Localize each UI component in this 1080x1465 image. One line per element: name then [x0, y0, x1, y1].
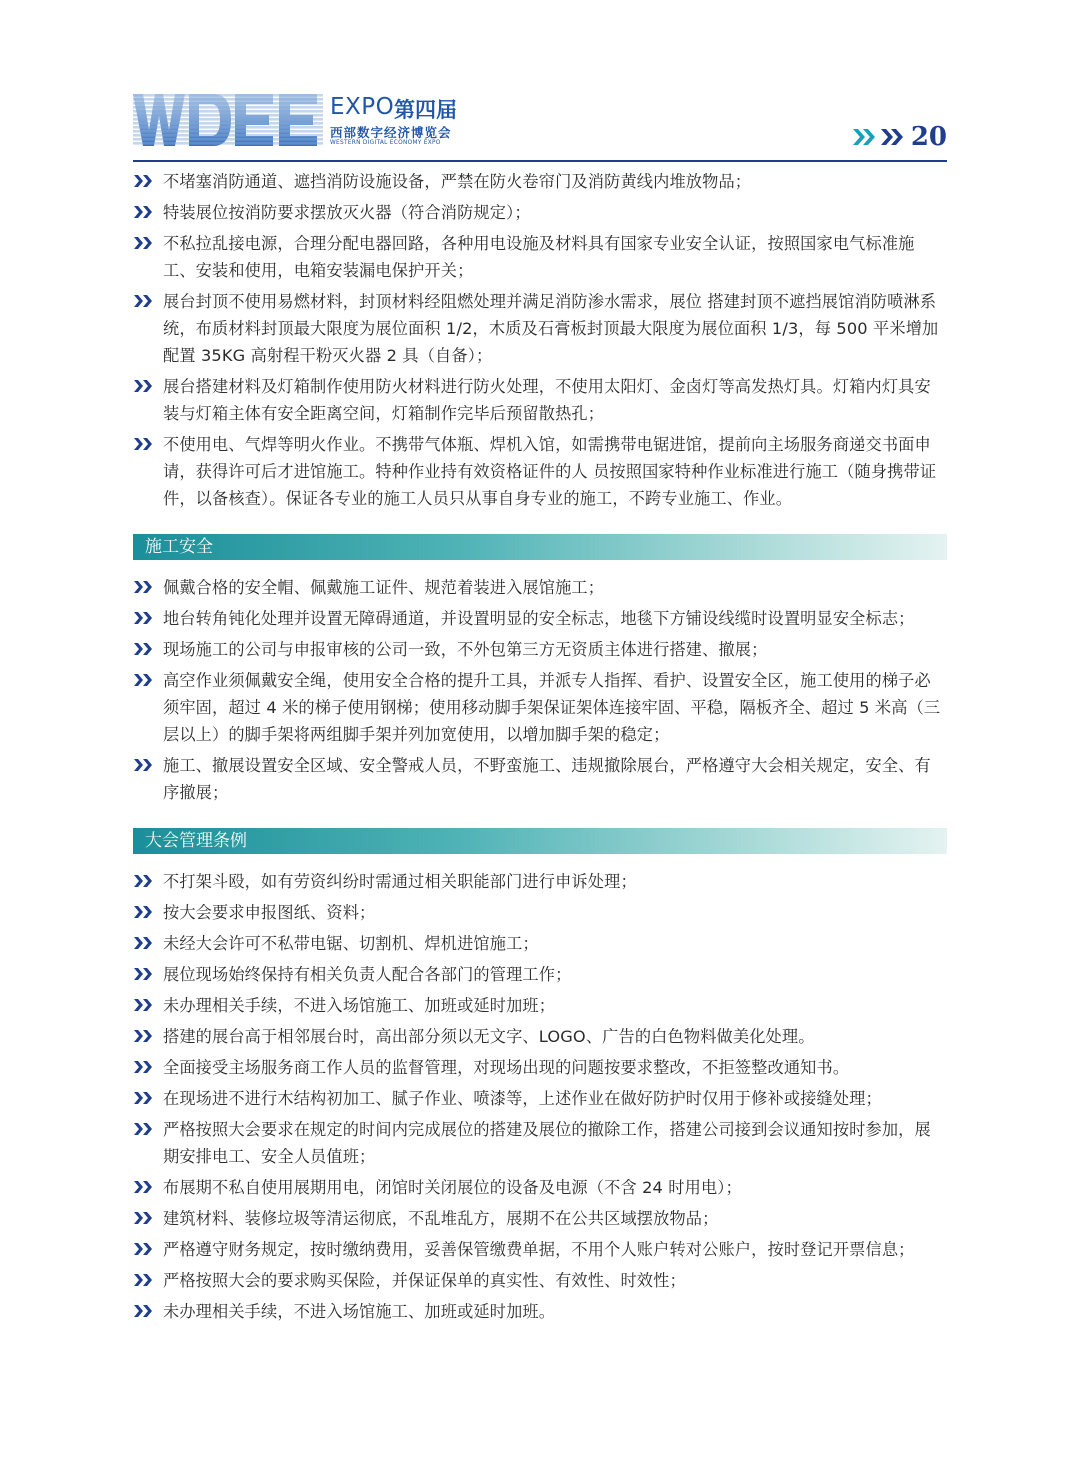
- double-chevron-right-icon: [134, 998, 156, 1012]
- double-chevron-icon: [853, 127, 905, 147]
- list-item-text: 在现场进不进行木结构初加工、腻子作业、喷漆等，上述作业在做好防护时仅用于修补或接缝处理；: [163, 1089, 882, 1108]
- list-item-text: 不堵塞消防通道、遮挡消防设施设备，严禁在防火卷帘门及消防黄线内堆放物品；: [163, 172, 752, 191]
- list-item: [133, 1267, 947, 1294]
- list-item: [133, 1023, 947, 1050]
- list-item-text: 不私拉乱接电源，合理分配电器回路，各种用电设施及材料具有国家专业安全认证，按照国家电气标准施工、安装和使用，电箱安装漏电保护开关；: [163, 234, 915, 280]
- list-item-text: 布展期不私自使用展期用电，闭馆时关闭展位的设备及电源（不含 24 时用电）；: [163, 1178, 742, 1197]
- list-item-text: 展台封顶不使用易燃材料，封顶材料经阻燃处理并满足消防渗水需求，展位 搭建封顶不遮挡展馆消防喷淋系统，布质材料封顶最大限度为展位面积 1/2，木质及石膏板封顶最大限度为展位面积 1/3，每 500 平米增加配置 35KG 高射程干粉灭火器 2 具（自备）；: [163, 292, 939, 365]
- list-item: [133, 373, 947, 427]
- construction-safety-list: [133, 574, 947, 806]
- wdee-logo-icon: [133, 94, 323, 146]
- list-item: [133, 230, 947, 284]
- double-chevron-right-icon: [134, 1273, 156, 1287]
- list-item: [133, 752, 947, 806]
- list-item-text: 未经大会许可不私带电锯、切割机、焊机进馆施工；: [163, 934, 539, 953]
- intro-list: [133, 168, 947, 512]
- list-item-text: 不打架斗殴，如有劳资纠纷时需通过相关职能部门进行申诉处理；: [163, 872, 637, 891]
- list-item: [133, 1116, 947, 1170]
- list-item-text: 佩戴合格的安全帽、佩戴施工证件、规范着装进入展馆施工；: [163, 578, 605, 597]
- header-divider: [133, 160, 947, 162]
- double-chevron-right-icon: [134, 1060, 156, 1074]
- double-chevron-right-icon: [134, 1242, 156, 1256]
- double-chevron-right-icon: [134, 1091, 156, 1105]
- list-item-text: 展位现场始终保持有相关负责人配合各部门的管理工作；: [163, 965, 572, 984]
- list-item: [133, 431, 947, 512]
- list-item-text: 全面接受主场服务商工作人员的监督管理，对现场出现的问题按要求整改，不拒签整改通知书。: [163, 1058, 850, 1077]
- double-chevron-right-icon: [134, 294, 156, 308]
- double-chevron-right-icon: [134, 205, 156, 219]
- double-chevron-right-icon: [134, 611, 156, 625]
- page-indicator: [853, 122, 947, 152]
- list-item: [133, 574, 947, 601]
- section-heading-construction-safety: 施工安全: [133, 534, 947, 560]
- list-item: [133, 899, 947, 926]
- double-chevron-right-icon: [134, 967, 156, 981]
- list-item: [133, 868, 947, 895]
- list-item-text: 不使用电、气焊等明火作业。不携带气体瓶、焊机入馆，如需携带电锯进馆，提前向主场服务商递交书面申请，获得许可后才进馆施工。特种作业持有效资格证件的人 员按照国家特种作业标准进行施工（随身携带证件，以备核查）。保证各专业的施工人员只从事自身专业的施工，不跨专业施工、作业。: [163, 435, 937, 508]
- list-item: [133, 1236, 947, 1263]
- double-chevron-right-icon: [134, 379, 156, 393]
- double-chevron-right-icon: [134, 642, 156, 656]
- list-item-text: 展台搭建材料及灯箱制作使用防火材料进行防火处理，不使用太阳灯、金卤灯等高发热灯具。灯箱内灯具安装与灯箱主体有安全距离空间，灯箱制作完毕后预留散热孔；: [163, 377, 931, 423]
- expo-logo: [133, 92, 463, 152]
- list-item-text: 未办理相关手续，不进入场馆施工、加班或延时加班。: [163, 1302, 556, 1321]
- list-item: [133, 288, 947, 369]
- double-chevron-right-icon: [134, 437, 156, 451]
- list-item: [133, 992, 947, 1019]
- management-rules-list: [133, 868, 947, 1325]
- double-chevron-right-icon: [134, 1304, 156, 1318]
- double-chevron-right-icon: [134, 580, 156, 594]
- edition-label: 第四届: [394, 98, 457, 122]
- list-item-text: 搭建的展台高于相邻展台时，高出部分须以无文字、LOGO、广告的白色物料做美化处理。: [163, 1027, 815, 1046]
- list-item: [133, 961, 947, 988]
- section-heading-management-rules: 大会管理条例: [133, 828, 947, 854]
- double-chevron-right-icon: [134, 174, 156, 188]
- double-chevron-right-icon: [134, 236, 156, 250]
- list-item-text: 严格按照大会的要求购买保险，并保证保单的真实性、有效性、时效性；: [163, 1271, 686, 1290]
- double-chevron-right-icon: [134, 1029, 156, 1043]
- double-chevron-right-icon: [134, 1122, 156, 1136]
- double-chevron-right-icon: [134, 673, 156, 687]
- list-item: [133, 636, 947, 663]
- list-item: [133, 1298, 947, 1325]
- double-chevron-right-icon: [134, 874, 156, 888]
- double-chevron-right-icon: [134, 1180, 156, 1194]
- list-item: [133, 1054, 947, 1081]
- list-item-text: 地台转角钝化处理并设置无障碍通道，并设置明显的安全标志，地毯下方铺设线缆时设置明显安全标志；: [163, 609, 915, 628]
- list-item-text: 严格按照大会要求在规定的时间内完成展位的搭建及展位的撤除工作，搭建公司接到会议通知按时参加，展期安排电工、安全人员值班；: [163, 1120, 931, 1166]
- list-item: [133, 667, 947, 748]
- list-item-text: 未办理相关手续，不进入场馆施工、加班或延时加班；: [163, 996, 556, 1015]
- expo-name-cn: 西部数字经济博览会: [330, 125, 452, 140]
- list-item-text: 建筑材料、装修垃圾等清运彻底，不乱堆乱方，展期不在公共区域摆放物品；: [163, 1209, 719, 1228]
- list-item: [133, 1205, 947, 1232]
- list-item: [133, 605, 947, 632]
- list-item-text: 施工、撤展设置安全区域、安全警戒人员，不野蛮施工、违规撤除展台，严格遵守大会相关规定，安全、有序撤展；: [163, 756, 931, 802]
- expo-name-en: WESTERN DIGITAL ECONOMY EXPO: [330, 140, 441, 146]
- double-chevron-right-icon: [134, 758, 156, 772]
- list-item-text: 现场施工的公司与申报审核的公司一致，不外包第三方无资质主体进行搭建、撤展；: [163, 640, 768, 659]
- page-number: 20: [910, 122, 947, 152]
- list-item: [133, 1085, 947, 1112]
- expo-word: EXPO: [330, 94, 395, 120]
- content-body: [133, 168, 947, 1325]
- list-item: [133, 199, 947, 226]
- list-item-text: 特装展位按消防要求摆放灭火器（符合消防规定）；: [163, 203, 531, 222]
- list-item: [133, 930, 947, 957]
- double-chevron-right-icon: [134, 936, 156, 950]
- double-chevron-right-icon: [134, 905, 156, 919]
- list-item-text: 按大会要求申报图纸、资料；: [163, 903, 376, 922]
- list-item: [133, 1174, 947, 1201]
- double-chevron-right-icon: [134, 1211, 156, 1225]
- list-item-text: 高空作业须佩戴安全绳，使用安全合格的提升工具，并派专人指挥、看护、设置安全区，施工使用的梯子必须牢固，超过 4 米的梯子使用钢梯；使用移动脚手架保证架体连接牢固、平稳，隔板齐全、超过 5 米高（三层以上）的脚手架将两组脚手架并列加宽使用，以增加脚手架的稳定；: [163, 671, 941, 744]
- list-item: [133, 168, 947, 195]
- list-item-text: 严格遵守财务规定，按时缴纳费用，妥善保管缴费单据，不用个人账户转对公账户，按时登记开票信息；: [163, 1240, 915, 1259]
